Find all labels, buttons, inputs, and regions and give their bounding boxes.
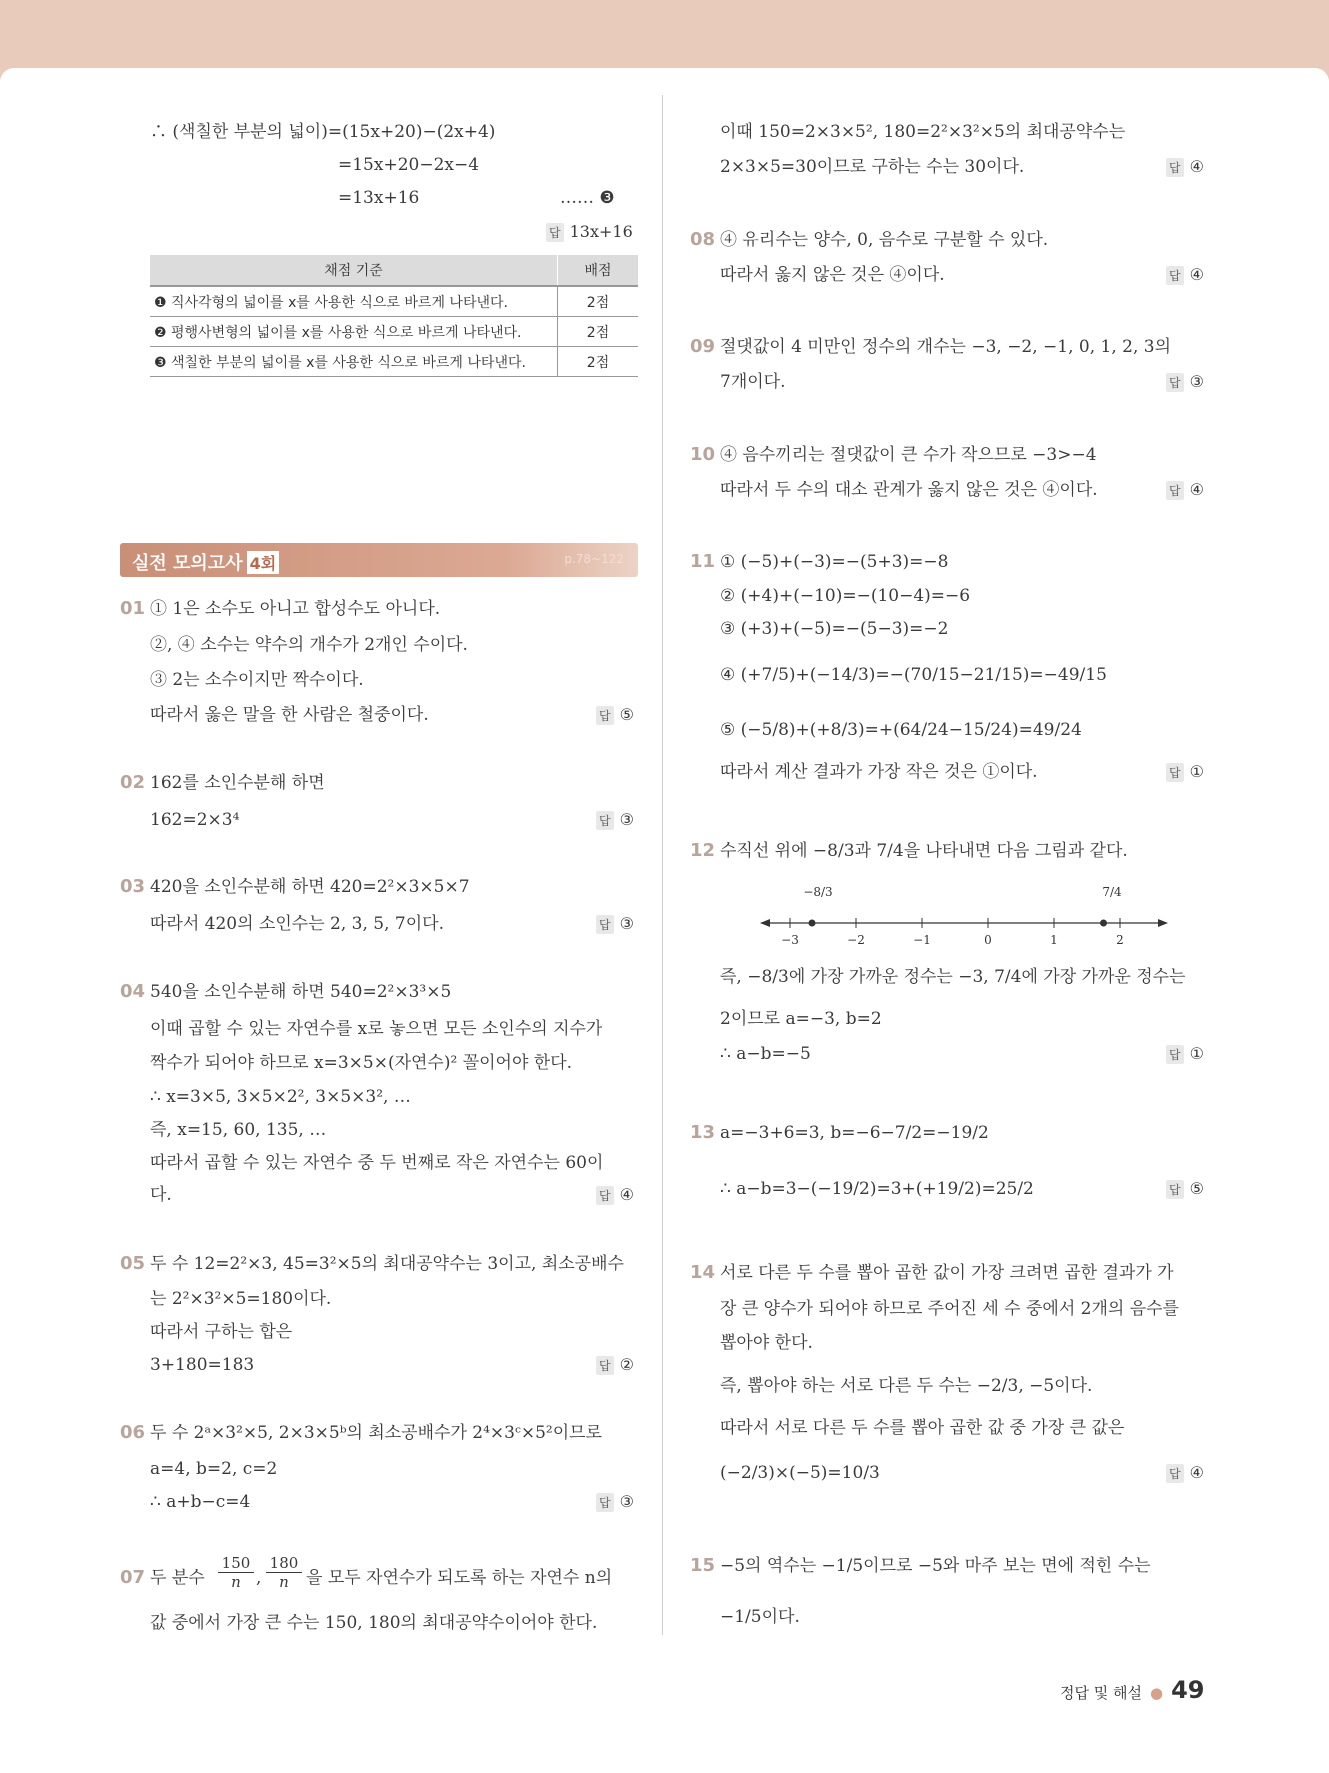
answer-value: ③ [1189,372,1204,391]
solution-line: 162를 소인수분해 하면 [150,773,325,793]
solution-line: 7개이다. [720,372,786,392]
solution-line: 즉, 뽑아야 하는 서로 다른 두 수는 −2/3, −5이다. [720,1376,1093,1396]
solution-line: −1/5이다. [720,1607,800,1627]
answer [1166,1179,1204,1199]
answer-tag: 답 [1166,481,1184,500]
question-number: 06 [120,1422,146,1443]
solution-line: ③ (+3)+(−5)=−(5−3)=−2 [720,619,949,639]
solution-line: 값 중에서 가장 큰 수는 150, 180의 최대공약수이어야 한다. [150,1613,598,1633]
solution-line: ∴ a+b−c=4 [150,1492,251,1512]
solution-line: 따라서 420의 소인수는 2, 3, 5, 7이다. [150,914,444,934]
question-number: 13 [690,1122,716,1143]
solution-line: 뽑아야 한다. [720,1333,813,1353]
section-title [132,549,279,575]
solution-line: 따라서 옳지 않은 것은 ④이다. [720,265,945,285]
tick-label: 2 [1116,933,1124,947]
answer-tag: 답 [1166,373,1184,392]
answer-tag: 답 [596,915,614,934]
answer-value: ⑤ [619,705,634,724]
solution-line: 따라서 구하는 합은 [150,1322,293,1342]
point-neg-8-3 [809,920,816,927]
question-number: 04 [120,981,146,1002]
solution-line: ∴ (색칠한 부분의 넓이)=(15x+20)−(2x+4) [150,122,496,142]
tick-label: −1 [913,933,931,947]
answer [596,810,634,830]
arrow-left-icon [760,919,770,927]
solution-line: 이때 150=2×3×5², 180=2²×3²×5의 최대공약수는 [720,122,1126,142]
solution-line: 두 수 12=2²×3, 45=3²×5의 최대공약수는 3이고, 최소공배수 [150,1254,624,1274]
solution-line: 따라서 서로 다른 두 수를 뽑아 곱한 값 중 가장 큰 값은 [720,1418,1125,1438]
table-cell: ❸ 색칠한 부분의 넓이를 x를 사용한 식으로 바르게 나타낸다. [150,347,558,377]
answer-tag: 답 [1166,1180,1184,1199]
answer-tag: 답 [596,1186,614,1205]
table-row [150,317,638,347]
question-number: 03 [120,876,146,897]
question-number: 01 [120,598,146,619]
answer [1166,480,1204,500]
table-row [150,286,638,317]
table-header: 채점 기준 [150,255,558,286]
solution-line: 두 분수 [150,1568,205,1588]
scoring-table [150,255,638,377]
solution-line: 2이므로 a=−3, b=2 [720,1009,882,1029]
footer-label: 정답 및 해설 [1060,1684,1142,1702]
fraction-denominator: n [279,1573,289,1591]
solution-line: 540을 소인수분해 하면 540=2²×3³×5 [150,982,452,1002]
solution-line: ④ 유리수는 양수, 0, 음수로 구분할 수 있다. [720,230,1049,250]
question-number: 14 [690,1262,716,1283]
solution-line: 따라서 두 수의 대소 관계가 옳지 않은 것은 ④이다. [720,480,1098,500]
answer-value: ③ [619,1492,634,1511]
solution-line: ②, ④ 소수는 약수의 개수가 2개인 수이다. [150,635,468,655]
point-label: 7/4 [1102,885,1122,899]
answer [596,1185,634,1205]
question-number: 11 [690,551,716,572]
fraction-numerator: 180 [266,1554,302,1573]
point-7-4 [1100,920,1107,927]
solution-line: =15x+20−2x−4 [338,155,480,175]
question-number: 02 [120,772,146,793]
page-footer [1060,1676,1205,1704]
solution-line: ④ (+7/5)+(−14/3)=−(70/15−21/15)=−49/15 [720,665,1107,685]
answer [1166,762,1204,782]
question-number: 12 [690,840,716,861]
answer-value: ③ [619,810,634,829]
answer-tag: 답 [1166,763,1184,782]
answer-tag: 답 [1166,1045,1184,1064]
answer [1166,1044,1204,1064]
answer-value: ④ [1189,157,1204,176]
table-cell: 2점 [558,286,639,317]
solution-line: −5의 역수는 −1/5이므로 −5와 마주 보는 면에 적힌 수는 [720,1556,1151,1576]
point-label: −8/3 [803,885,833,899]
answer-tag: 답 [1166,158,1184,177]
answer [546,222,633,242]
solution-line: 따라서 계산 결과가 가장 작은 것은 ①이다. [720,762,1038,782]
answer-value: 13x+16 [569,222,633,241]
answer-tag: 답 [1166,1464,1184,1483]
solution-line: 3+180=183 [150,1355,255,1375]
solution-line: ④ 음수끼리는 절댓값이 큰 수가 작으므로 −3>−4 [720,445,1097,465]
tick-label: 0 [984,933,992,947]
fraction-numerator: 150 [218,1554,254,1573]
table-cell: ❷ 평행사변형의 넓이를 x를 사용한 식으로 바르게 나타낸다. [150,317,558,347]
answer-tag: 답 [1166,266,1184,285]
answer-value: ④ [1189,1463,1204,1482]
column-divider [662,95,663,1635]
solution-line: a=−3+6=3, b=−6−7/2=−19/2 [720,1123,989,1143]
answer-tag: 답 [596,1356,614,1375]
header-band-edge [0,68,1329,82]
tick-label: −2 [847,933,865,947]
solution-line: ① 1은 소수도 아니고 합성수도 아니다. [150,599,441,619]
solution-line: 을 모두 자연수가 되도록 하는 자연수 n의 [306,1568,613,1588]
table-cell: ❶ 직사각형의 넓이를 x를 사용한 식으로 바르게 나타낸다. [150,286,558,317]
footer-dot-icon: ● [1150,1684,1164,1702]
solution-line: 는 2²×3²×5=180이다. [150,1289,332,1309]
tick-label: −3 [781,933,799,947]
number-line [760,880,1180,950]
section-header [120,543,638,577]
answer [1166,1463,1204,1483]
fraction [218,1554,254,1591]
step-marker: …… ❸ [560,188,615,208]
answer [596,1492,634,1512]
answer-value: ③ [619,914,634,933]
solution-line: 2×3×5=30이므로 구하는 수는 30이다. [720,157,1025,177]
answer-tag: 답 [596,706,614,725]
answer [596,705,634,725]
question-number: 10 [690,444,716,465]
solution-line: 두 수 2ᵃ×3²×5, 2×3×5ᵇ의 최소공배수가 2⁴×3ᶜ×5²이므로 [150,1423,602,1443]
comma: , [256,1568,262,1588]
section-title-text: 실전 모의고사 [132,553,243,574]
arrow-right-icon [1158,919,1168,927]
solution-line: 즉, x=15, 60, 135, … [150,1120,327,1140]
answer-value: ② [619,1355,634,1374]
solution-line: ∴ x=3×5, 3×5×2², 3×5×3², … [150,1087,411,1107]
solution-line: ∴ a−b=3−(−19/2)=3+(+19/2)=25/2 [720,1179,1034,1199]
solution-line: (−2/3)×(−5)=10/3 [720,1463,880,1483]
table-header: 배점 [558,255,639,286]
solution-line: 따라서 곱할 수 있는 자연수 중 두 번째로 작은 자연수는 60이 [150,1153,604,1173]
solution-line: ⑤ (−5/8)+(+8/3)=+(64/24−15/24)=49/24 [720,720,1082,740]
solution-line: 즉, −8/3에 가장 가까운 정수는 −3, 7/4에 가장 가까운 정수는 [720,967,1186,987]
question-number: 05 [120,1253,146,1274]
answer-value: ① [1189,762,1204,781]
solution-line: 서로 다른 두 수를 뽑아 곱한 값이 가장 크려면 곱한 결과가 가 [720,1263,1174,1283]
solution-line: ② (+4)+(−10)=−(10−4)=−6 [720,586,971,606]
answer [596,914,634,934]
answer-value: ① [1189,1044,1204,1063]
table-cell: 2점 [558,317,639,347]
solution-line: =13x+16 [338,188,420,208]
table-cell: 2점 [558,347,639,377]
solution-line: 다. [150,1185,172,1205]
solution-line: a=4, b=2, c=2 [150,1459,278,1479]
page-number: 49 [1171,1676,1205,1704]
section-pages: p.78~122 [564,552,624,566]
solution-line: 짝수가 되어야 하므로 x=3×5×(자연수)² 꼴이어야 한다. [150,1053,573,1073]
answer-tag: 답 [596,811,614,830]
answer-value: ⑤ [1189,1179,1204,1198]
answer [1166,157,1204,177]
solution-line: ∴ a−b=−5 [720,1044,811,1064]
solution-line: 장 큰 양수가 되어야 하므로 주어진 세 수 중에서 2개의 음수를 [720,1299,1179,1319]
solution-line: 이때 곱할 수 있는 자연수를 x로 놓으면 모든 소인수의 지수가 [150,1019,603,1039]
question-number: 07 [120,1567,146,1588]
answer [596,1355,634,1375]
answer [1166,372,1204,392]
question-number: 08 [690,229,716,250]
solution-line: ③ 2는 소수이지만 짝수이다. [150,670,364,690]
solution-line: 420을 소인수분해 하면 420=2²×3×5×7 [150,877,470,897]
solution-line: ① (−5)+(−3)=−(5+3)=−8 [720,552,949,572]
answer [1166,265,1204,285]
answer-value: ④ [1189,480,1204,499]
solution-line: 162=2×3⁴ [150,810,240,830]
section-round: 4회 [247,551,280,574]
solution-line: 따라서 옳은 말을 한 사람은 철중이다. [150,705,429,725]
tick-label: 1 [1050,933,1058,947]
answer-tag: 답 [546,223,564,242]
question-number: 15 [690,1555,716,1576]
answer-value: ④ [1189,265,1204,284]
table-row [150,347,638,377]
solution-line: 수직선 위에 −8/3과 7/4을 나타내면 다음 그림과 같다. [720,841,1128,861]
answer-value: ④ [619,1185,634,1204]
fraction [266,1554,302,1591]
solution-line: 절댓값이 4 미만인 정수의 개수는 −3, −2, −1, 0, 1, 2, 3의 [720,337,1172,357]
question-number: 09 [690,336,716,357]
answer-tag: 답 [596,1493,614,1512]
fraction-denominator: n [231,1573,241,1591]
